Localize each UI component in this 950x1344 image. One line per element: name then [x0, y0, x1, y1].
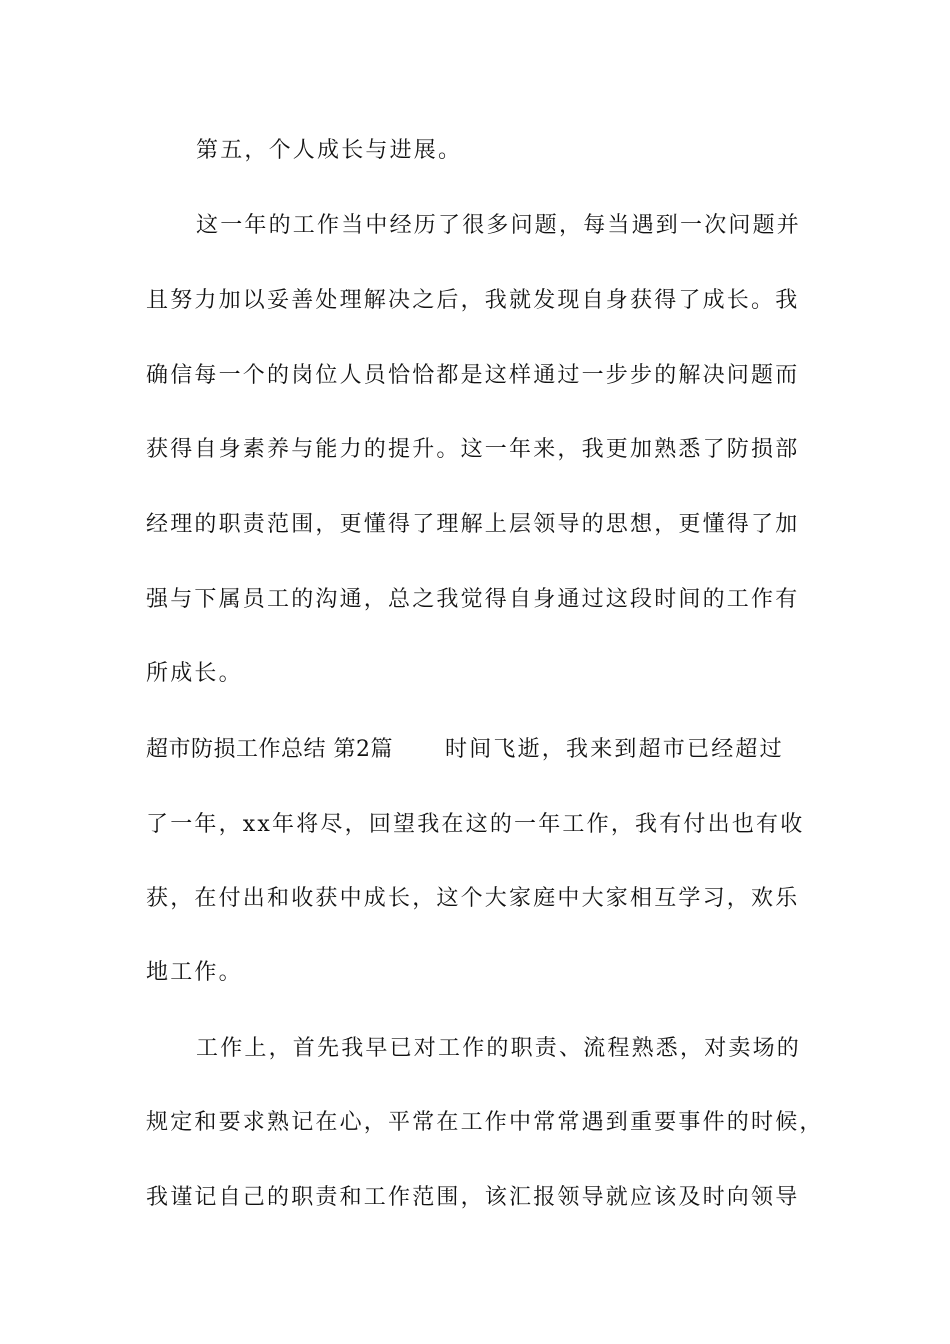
- text-line: 了一年，xx年将尽，回望我在这的一年工作，我有付出也有收: [146, 812, 805, 837]
- section-title-line: [146, 735, 826, 765]
- text-line: 确信每一个的岗位人员恰恰都是这样通过一步步的解决问题而: [146, 363, 800, 388]
- text-line: 规定和要求熟记在心，平常在工作中常常遇到重要事件的时候，: [146, 1110, 824, 1135]
- text-line: 这一年的工作当中经历了很多问题，每当遇到一次问题并: [196, 213, 802, 238]
- paragraph-heading: 第五，个人成长与进展。: [196, 138, 463, 163]
- text-line: 强与下属员工的沟通，总之我觉得自身通过这段时间的工作有: [146, 587, 800, 612]
- text-line: 且努力加以妥善处理解决之后，我就发现自身获得了成长。我: [146, 288, 800, 313]
- text-line: 经理的职责范围，更懂得了理解上层领导的思想，更懂得了加: [146, 512, 800, 537]
- section-lead-text: 时间飞逝，我来到超市已经超过: [445, 737, 784, 762]
- text-line: 所成长。: [146, 661, 243, 686]
- text-line: 我谨记自己的职责和工作范围，该汇报领导就应该及时向领导: [146, 1185, 800, 1210]
- text-line: 地工作。: [146, 960, 243, 985]
- text-line: 获得自身素养与能力的提升。这一年来，我更加熟悉了防损部: [146, 437, 800, 462]
- text-line: 获，在付出和收获中成长，这个大家庭中大家相互学习，欢乐: [146, 886, 800, 911]
- section-title: 超市防损工作总结 第2篇: [146, 737, 393, 762]
- text-line: 工作上，首先我早已对工作的职责、流程熟悉，对卖场的: [196, 1036, 802, 1061]
